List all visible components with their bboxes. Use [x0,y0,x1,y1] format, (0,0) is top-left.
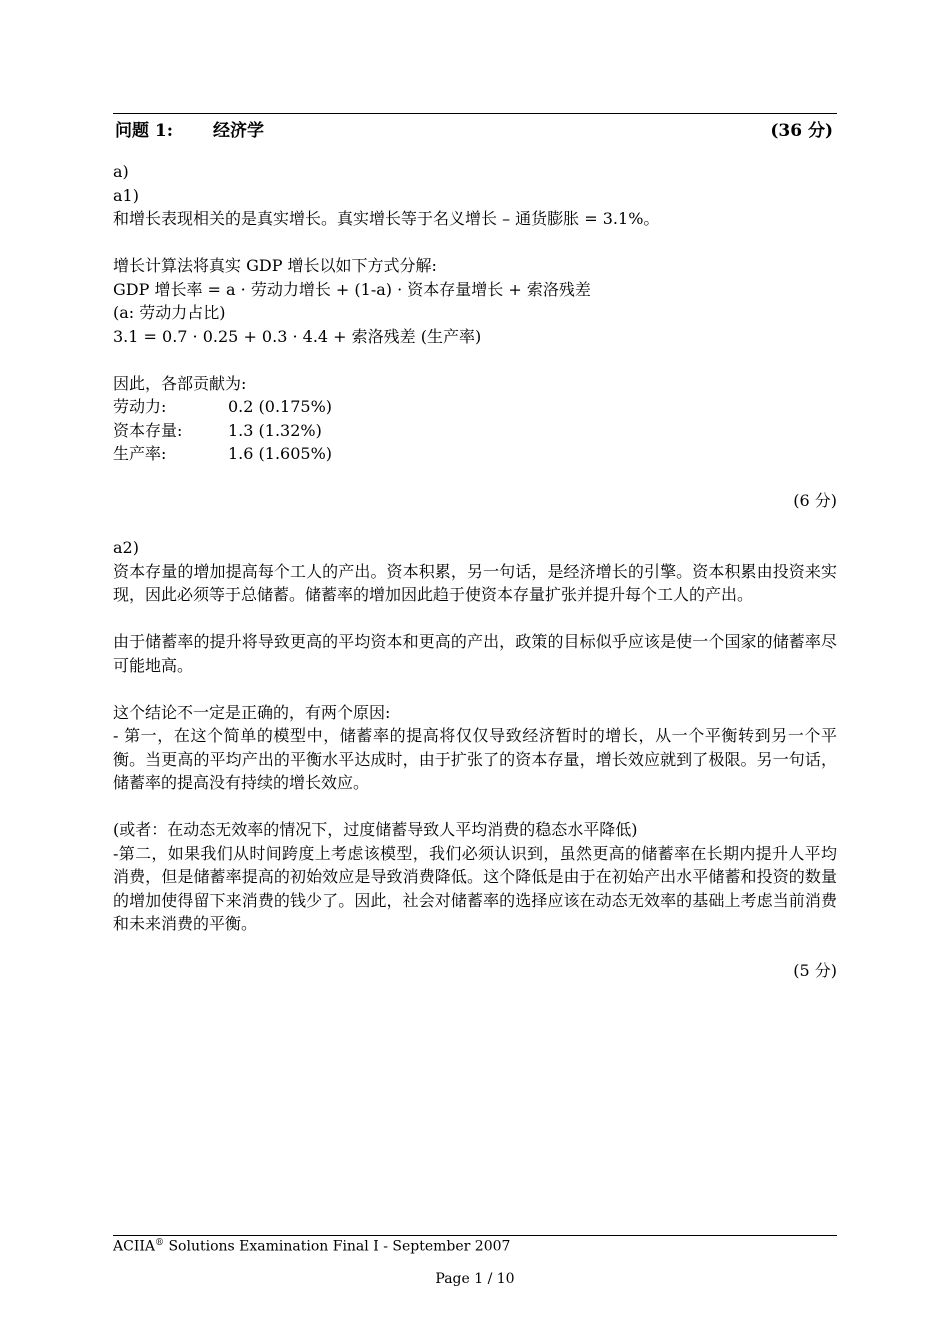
footer-title: Solutions Examination Final I - September 2007 [164,1238,511,1255]
contribution-value: 1.6 (1.605%) [228,444,333,463]
question-number: 问题 1: [115,121,174,141]
page-number: Page 1 / 10 [435,1271,515,1287]
a2-paragraph-2: 由于储蓄率的提升将导致更高的平均资本和更高的产出，政策的目标似乎应该是使一个国家的储蓄率尽可能地高。 [113,632,837,675]
a1-real-growth-text: 和增长表现相关的是真实增长。真实增长等于名义增长 – 通货膨胀 = 3.1%。 [113,209,660,228]
a2-reasons-intro: 这个结论不一定是正确的，有两个原因: [113,702,391,722]
contribution-row [113,442,837,466]
a1-calculation: 3.1 = 0.7 · 0.25 + 0.3 · 4.4 + 索洛残差 (生产率) [113,326,482,346]
answer-body [113,160,837,983]
contribution-row [113,419,837,443]
contribution-row [113,395,837,419]
a2-paragraph-1: 资本存量的增加提高每个工人的产出。资本积累，另一句话，是经济增长的引擎。资本积累由投资来实现，因此必须等于总储蓄。储蓄率的增加因此趋于使资本存量扩张并提升每个工人的产出。 [113,561,837,604]
header-rule [113,113,837,114]
a1-contribution-intro: 因此，各部贡献为: [113,373,247,393]
contribution-label: 生产率: [113,444,167,463]
section-a-label: a) [113,162,129,181]
registered-mark: ® [155,1238,164,1248]
a2-points: (5 分) [793,961,837,980]
contribution-label: 资本存量: [113,420,183,440]
question-header [113,116,837,140]
question-points: (36 分) [770,121,833,141]
a1-formula: GDP 增长率 = a · 劳动力增长 + (1-a) · 资本存量增长 + 索洛残差 [113,279,591,299]
section-a2-label: a2) [113,538,139,557]
a1-formula-note: (a: 劳动力占比) [113,303,226,322]
footer-rule [113,1235,837,1236]
contribution-value: 0.2 (0.175%) [228,397,333,416]
a2-alternative-note: (或者：在动态无效率的情况下，过度储蓄导致人平均消费的稳态水平降低) [113,820,638,839]
footer-text [113,1238,837,1255]
section-a1-label: a1) [113,185,139,205]
a2-reason-second: -第二，如果我们从时间跨度上考虑该模型，我们必须认识到，虽然更高的储蓄率在长期内提升人平均消费，但是储蓄率提高的初始效应是导致消费降低。这个降低是由于在初始产出水平储蓄和投资的数量的增加使得留下来消费的钱少了。因此，社会对储蓄率的选择应该在动态无效率的基础上考虑当前消费和未来消费的平衡。 [113,843,837,933]
footer-org: ACIIA [113,1238,155,1255]
a1-growth-accounting-text: 增长计算法将真实 GDP 增长以如下方式分解: [113,256,437,275]
a2-reason-first: - 第一，在这个简单的模型中，储蓄率的提高将仅仅导致经济暂时的增长，从一个平衡转到另一个平衡。当更高的平均产出的平衡水平达成时，由于扩张了的资本存量，增长效应就到了极限。另一句话，储蓄率的提高没有持续的增长效应。 [113,726,837,792]
contribution-label: 劳动力: [113,397,167,416]
contribution-value: 1.3 (1.32%) [228,420,322,440]
a1-points: (6 分) [793,491,837,510]
question-subject: 经济学 [213,121,264,141]
